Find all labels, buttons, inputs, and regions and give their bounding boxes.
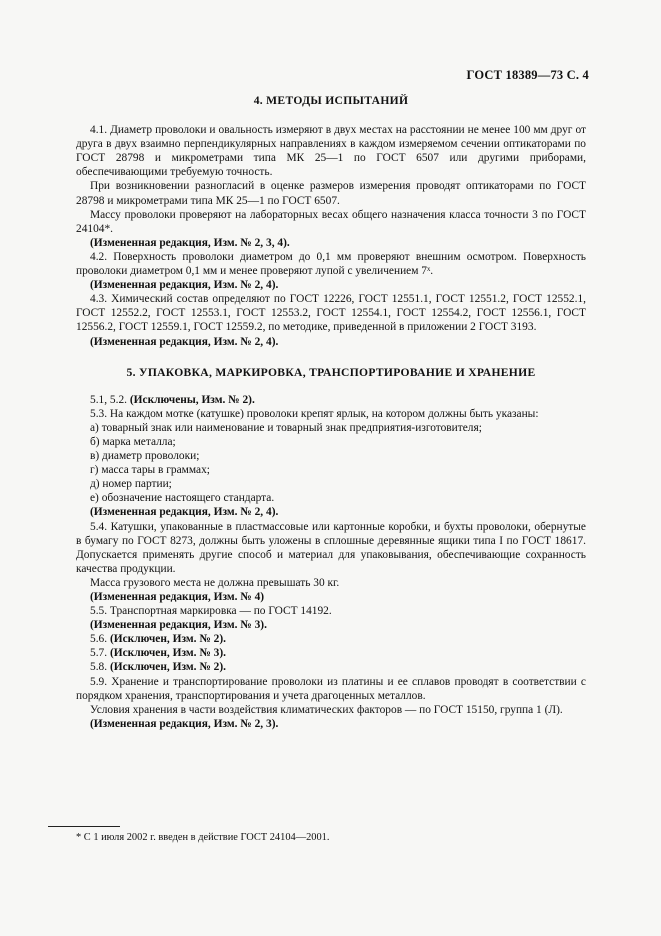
list-item: а) товарный знак или наименование и товарный знак предприятия-изготовителя; [90, 421, 482, 434]
clause-number: 5.7. [90, 647, 110, 660]
page-content [76, 94, 586, 731]
footnote: * С 1 июля 2002 г. введен в действие ГОСТ 24104—2001. [76, 832, 330, 843]
paragraph-4-1: 4.1. Диаметр проволоки и овальность измеряют в двух местах на расстоянии не менее 100 мм друг от друга в двух взаимно перпендикулярных направлениях в каждом измеряемом сечении оптикаторами по ГОСТ 28798 и микрометрами типа МК 25—1 по ГОСТ 6507 или другими приборами, обеспечивающими требуемую точность. [76, 124, 586, 179]
clause-number: 5.8. [90, 661, 110, 674]
paragraph-5-4-mass: Масса грузового места не должна превышать 30 кг. [90, 576, 340, 589]
list-item: е) обозначение настоящего стандарта. [90, 492, 275, 505]
edit-note: (Измененная редакция, Изм. № 2, 4). [90, 279, 279, 292]
excluded-note: (Исключен, Изм. № 3). [109, 647, 226, 660]
excluded-note: (Исключен, Изм. № 2). [109, 633, 226, 646]
excluded-note: (Исключены, Изм. № 2). [129, 393, 255, 406]
paragraph-4-2: 4.2. Поверхность проволоки диаметром до 0,1 мм проверяют внешним осмотром. Поверхность проволоки диаметром 0,1 мм и менее проверяют лупой с увеличением 7ˣ. [76, 250, 586, 278]
section-4-title: 4. МЕТОДЫ ИСПЫТАНИЙ [253, 94, 409, 107]
list-item: д) номер партии; [90, 478, 172, 491]
edit-note: (Измененная редакция, Изм. № 2, 3). [90, 717, 279, 730]
paragraph-4-3: 4.3. Химический состав определяют по ГОСТ 12226, ГОСТ 12551.1, ГОСТ 12551.2, ГОСТ 12552.1, ГОСТ 12552.2, ГОСТ 12553.1, ГОСТ 12553.2, ГОСТ 12554.1, ГОСТ 12554.2, ГОСТ 12556.1, ГОСТ 12556.2, ГОСТ 12559.1, ГОСТ 12559.2, по методике, приведенной в приложении 2 ГОСТ 3193. [76, 293, 586, 334]
footnote-divider [48, 826, 120, 827]
paragraph-5-4: 5.4. Катушки, упакованные в пластмассовые или картонные коробки, и бухты проволоки, обернутые в бумагу по ГОСТ 8273, должны быть уложены в сплошные деревянные ящики типа I по ГОСТ 18617. Допускается применять другие способ и материал для упаковывания, обеспечивающие сохранность качества продукции. [76, 520, 586, 575]
paragraph-5-5: 5.5. Транспортная маркировка — по ГОСТ 14192. [90, 605, 332, 618]
edit-note: (Измененная редакция, Изм. № 2, 4). [90, 335, 279, 348]
paragraph-5-7 [76, 646, 586, 660]
clause-number: 5.6. [90, 633, 110, 646]
paragraph-5-3: 5.3. На каждом мотке (катушке) проволоки крепят ярлык, на котором должны быть указаны: [90, 407, 539, 420]
list-item: б) марка металла; [90, 435, 176, 448]
paragraph-4-1-disputes: При возникновении разногласий в оценке размеров измерения проводят оптикаторами по ГОСТ 28798 и микрометрами типа МК 25—1 по ГОСТ 6507. [76, 180, 586, 207]
edit-note: (Измененная редакция, Изм. № 4) [90, 591, 265, 603]
paragraph-4-1-mass: Массу проволоки проверяют на лабораторных весах общего назначения класса точности 3 по ГОСТ 24104*. [76, 208, 586, 235]
edit-note: (Измененная редакция, Изм. № 2, 3, 4). [90, 236, 290, 249]
page-header: ГОСТ 18389—73 С. 4 [466, 68, 589, 82]
paragraph-5-6 [76, 632, 586, 646]
edit-note: (Измененная редакция, Изм. № 2, 4). [90, 506, 279, 519]
paragraph-5-9-storage: Условия хранения в части воздействия климатических факторов — по ГОСТ 15150, группа 1 (Л). [90, 703, 563, 716]
list-item: г) масса тары в граммах; [90, 464, 210, 477]
clause-number: 5.1, 5.2. [90, 393, 130, 406]
edit-note: (Измененная редакция, Изм. № 3). [90, 619, 267, 632]
list-item: в) диаметр проволоки; [90, 450, 200, 463]
paragraph-5-8 [76, 660, 586, 674]
excluded-note: (Исключен, Изм. № 2). [109, 661, 226, 674]
paragraph-5-9: 5.9. Хранение и транспортирование проволоки из платины и ее сплавов проводят в соответствии с порядком хранения, транспортирования и учета драгоценных металлов. [76, 675, 586, 702]
section-5-title: 5. УПАКОВКА, МАРКИРОВКА, ТРАНСПОРТИРОВАНИЕ И ХРАНЕНИЕ [126, 365, 536, 379]
paragraph-5-1-5-2 [76, 393, 586, 407]
